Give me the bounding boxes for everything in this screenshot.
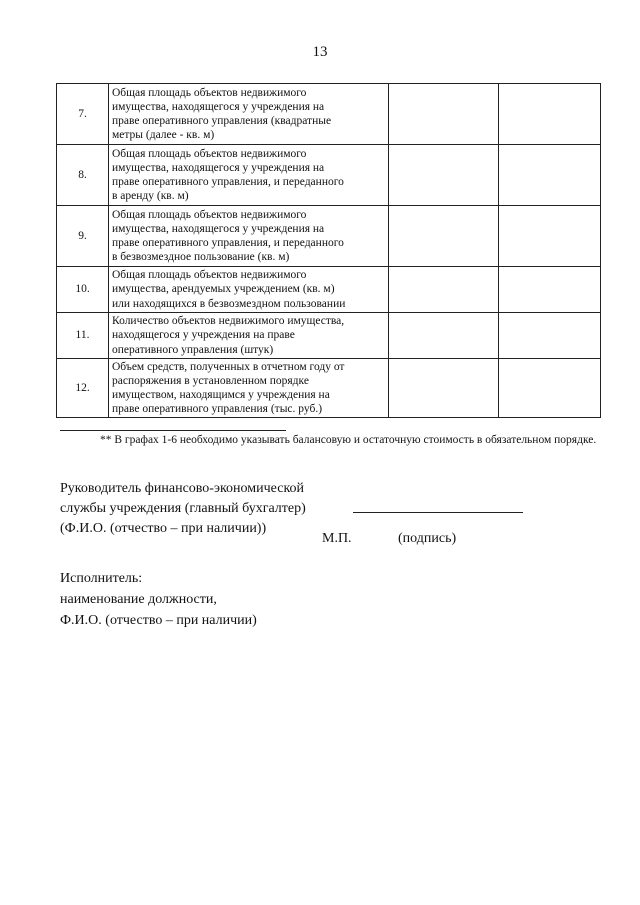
signature-block [60, 479, 306, 539]
row-description [109, 145, 389, 206]
description-line: имущества, находящегося у учреждения на [112, 161, 325, 174]
table-row [57, 359, 601, 418]
description-line: имуществом, находящимся у учреждения на [112, 389, 330, 401]
value-cell [389, 359, 499, 418]
table-row [57, 206, 601, 267]
value-cell [389, 313, 499, 359]
value-cell [499, 206, 601, 267]
row-description [109, 84, 389, 145]
row-number: 8. [57, 145, 109, 206]
value-cell [499, 313, 601, 359]
signature-title-line: Руководитель финансово-экономической [60, 481, 305, 496]
description-line: Общая площадь объектов недвижимого [112, 269, 307, 282]
row-number: 7. [57, 84, 109, 145]
value-cell [389, 267, 499, 313]
description-line: Общая площадь объектов недвижимого [112, 208, 307, 221]
description-line: имущества, находящегося у учреждения на [112, 100, 325, 113]
description-line: в аренду (кв. м) [112, 190, 189, 203]
signature-label: (подпись) [398, 531, 457, 546]
description-line: праве оперативного управления, и переданного [112, 237, 344, 249]
footnote [60, 432, 603, 448]
description-line: праве оперативного управления, и переданного [112, 176, 344, 188]
executor-block [60, 568, 257, 631]
signature-name-line: (Ф.И.О. (отчество – при наличии)) [60, 521, 267, 536]
signature-title-line: службы учреждения (главный бухгалтер) [60, 501, 306, 516]
footnote-text: ** В графах 1-6 необходимо указывать балансовую и остаточную стоимость в обязательном порядке. [100, 434, 597, 446]
row-number: 10. [57, 267, 109, 313]
description-line: имущества, находящегося у учреждения на [112, 222, 325, 235]
value-cell [389, 145, 499, 206]
value-cell [499, 84, 601, 145]
description-line: оперативного управления (штук) [112, 343, 274, 356]
row-number: 11. [57, 313, 109, 359]
table-row [57, 145, 601, 206]
description-line: Общая площадь объектов недвижимого [112, 86, 307, 99]
value-cell [499, 359, 601, 418]
executor-position: наименование должности, [60, 592, 217, 607]
description-line: Общая площадь объектов недвижимого [112, 147, 307, 160]
signature-line [353, 512, 523, 513]
value-cell [389, 84, 499, 145]
table-row [57, 313, 601, 359]
stamp-label: М.П. [322, 531, 352, 546]
executor-name: Ф.И.О. (отчество – при наличии) [60, 613, 257, 628]
value-cell [499, 267, 601, 313]
executor-heading: Исполнитель: [60, 571, 143, 586]
description-line: праве оперативного управления (тыс. руб.) [112, 403, 323, 416]
value-cell [389, 206, 499, 267]
footnote-divider [60, 430, 286, 431]
report-table [56, 83, 601, 418]
row-number: 9. [57, 206, 109, 267]
page-number: 13 [312, 44, 328, 60]
row-description [109, 313, 389, 359]
table-row [57, 267, 601, 313]
description-line: Количество объектов недвижимого имущества, [112, 315, 345, 328]
description-line: распоряжения в установленном порядке [112, 374, 309, 387]
row-description [109, 206, 389, 267]
description-line: или находящихся в безвозмездном пользовании [112, 297, 346, 310]
row-description [109, 267, 389, 313]
description-line: в безвозмездное пользование (кв. м) [112, 251, 290, 264]
row-description [109, 359, 389, 418]
description-line: праве оперативного управления (квадратные [112, 115, 332, 127]
value-cell [499, 145, 601, 206]
description-line: Объем средств, полученных в отчетном году от [112, 360, 345, 373]
description-line: имущества, арендуемых учреждением (кв. м) [112, 283, 335, 296]
row-number: 12. [57, 359, 109, 418]
description-line: метры (далее - кв. м) [112, 129, 215, 142]
table-row [57, 84, 601, 145]
description-line: находящегося у учреждения на праве [112, 329, 295, 342]
